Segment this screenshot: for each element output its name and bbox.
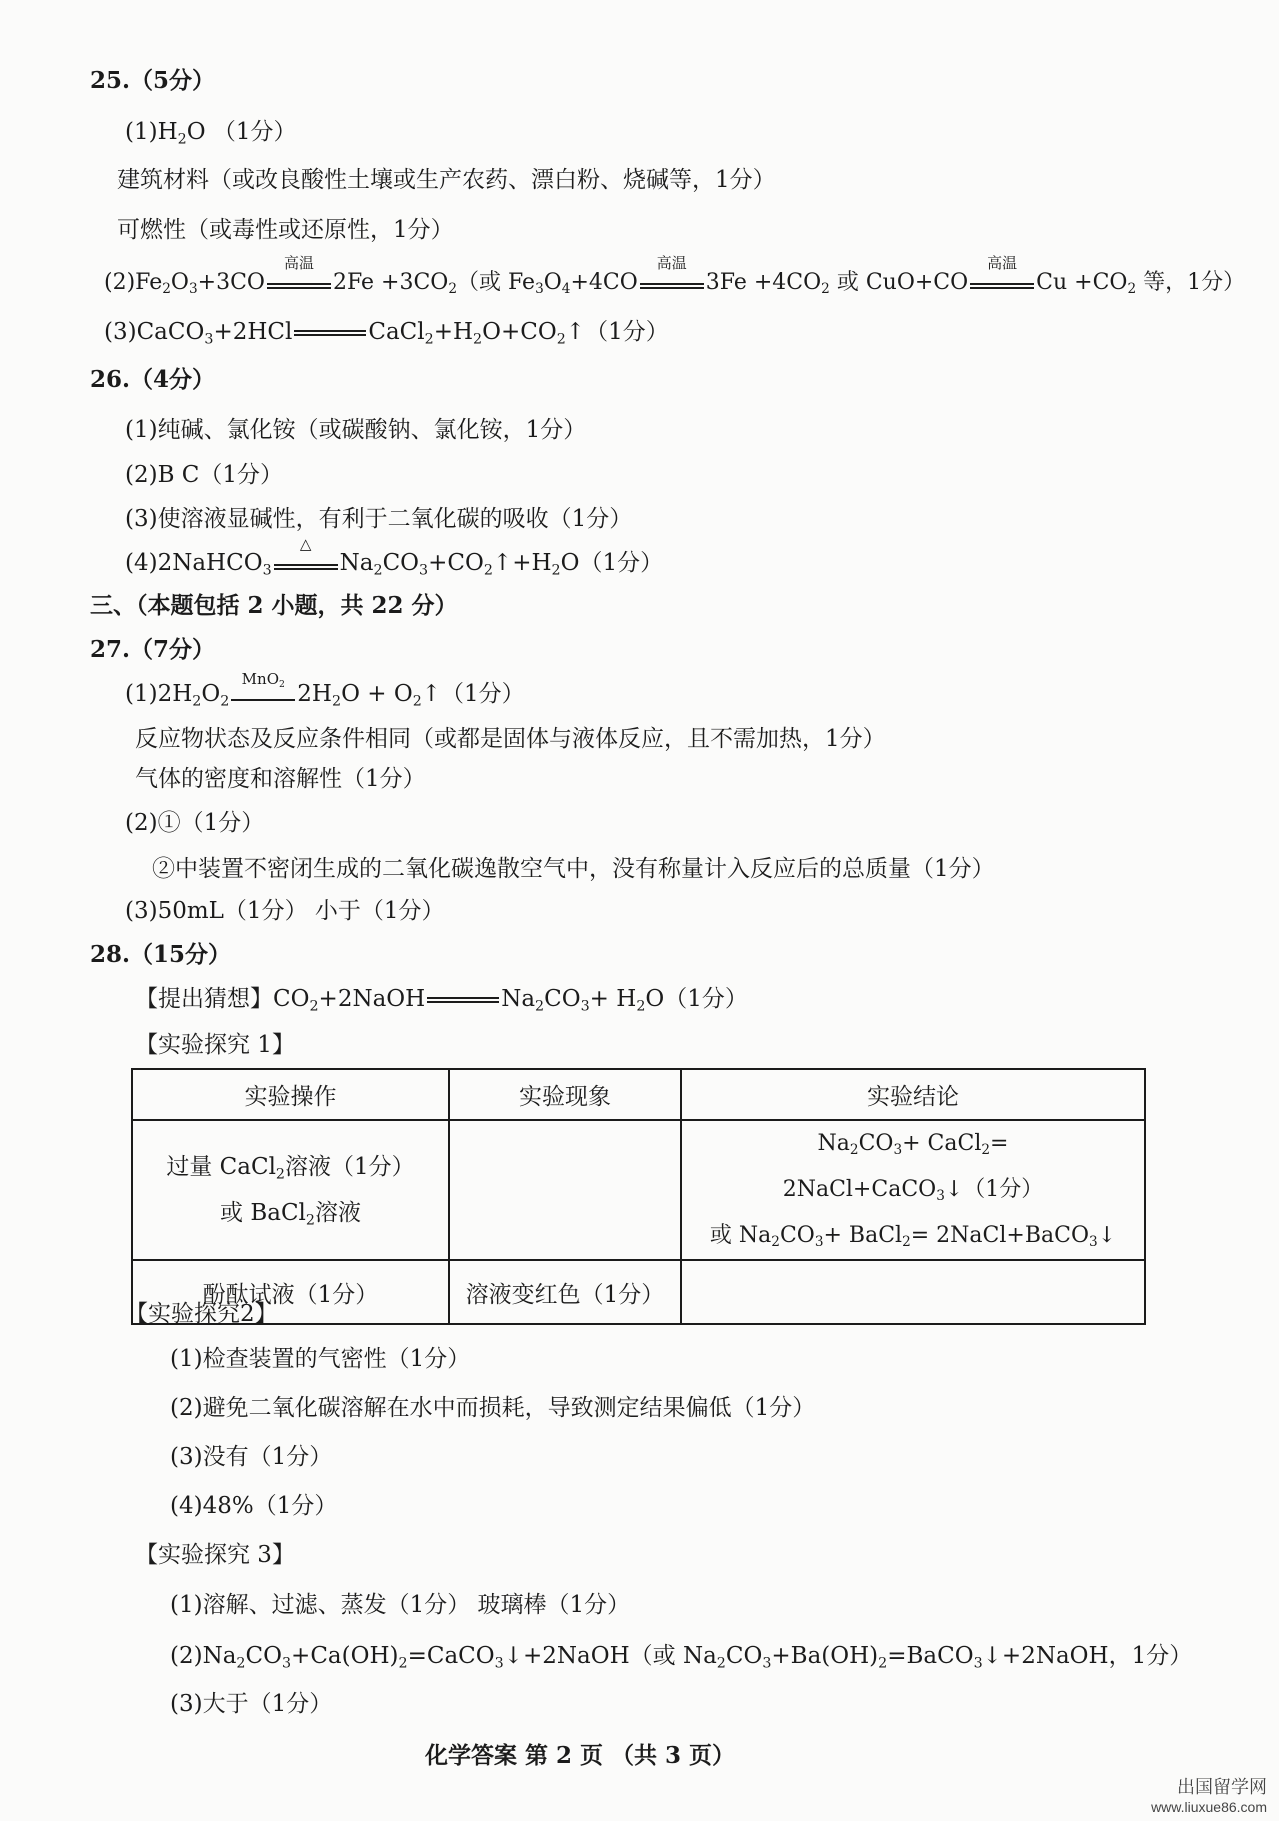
table-header-conclusion: 实验结论: [681, 1069, 1145, 1120]
reaction-condition-heat: △: [272, 554, 340, 570]
q25-line-5-equation: (3)CaCO$_3$+2HCl $CaCl_2+H_2O+CO_2↑(1$分）: [104, 319, 669, 348]
question-25-title: 25.（5分）: [90, 67, 216, 94]
watermark-title: 出国留学网: [1177, 1777, 1267, 1797]
exp2-line-2: (2)避免二氧化碳溶解在水中而损耗，导致测定结果偏低（1分）: [170, 1395, 816, 1421]
table-cell-phenomenon: [449, 1120, 681, 1260]
table-row: [132, 1120, 1145, 1260]
table-cell-conclusion: [681, 1260, 1145, 1324]
watermark-url: www.liuxue86.com: [1151, 1799, 1267, 1815]
equals-sign: [427, 997, 499, 1003]
q27-line-5: ②中装置不密闭生成的二氧化碳逸散空气中，没有称量计入反应后的总质量（1分）: [152, 856, 995, 882]
site-watermark: [1151, 1773, 1267, 1815]
q26-line-3: (3)使溶液显碱性，有利于二氧化碳的吸收（1分）: [125, 506, 633, 532]
q27-line-1-equation: $(1)2H_2O_2$ MnO$_2$ $2H_2O$ + $O_2↑(1$分）: [125, 670, 525, 710]
exp3-line-1: (1)溶解、过滤、蒸发（1分） 玻璃棒（1分）: [170, 1592, 631, 1618]
q26-line-2: (2)B C（1分）: [125, 462, 284, 488]
page-footer: 化学答案 第 2 页 （共 3 页）: [425, 1742, 736, 1769]
experiment-2-heading: 【实验探究2】: [125, 1301, 278, 1327]
experiment-1-table: [131, 1068, 1146, 1325]
q25-line-3: 可燃性（或毒性或还原性，1分）: [117, 217, 454, 243]
question-27-title: 27.（7分）: [90, 636, 216, 663]
q27-line-2: 反应物状态及反应条件相同（或都是固体与液体反应，且不需加热，1分）: [135, 726, 886, 752]
section-3-heading: 三、（本题包括 2 小题，共 22 分）: [90, 592, 458, 619]
exp2-line-3: (3)没有（1分）: [170, 1444, 333, 1470]
q26-line-4-equation: (4)2NaHCO$_3$ △ $Na_2CO_3+CO_2↑+H_2O(1$分）: [125, 535, 664, 579]
table-header-phenomenon: 实验现象: [449, 1069, 681, 1120]
exp3-line-3: (3)大于（1分）: [170, 1691, 333, 1717]
table-cell-operation: 过量 CaCl$_2$溶液（1分） 或 BaCl$_2$溶液: [132, 1120, 449, 1260]
q27-line-4: (2)①（1分）: [125, 810, 265, 836]
experiment-1-heading: 【实验探究 1】: [135, 1032, 295, 1058]
q25-line-2: 建筑材料（或改良酸性土壤或生产农药、漂白粉、烧碱等，1分）: [117, 167, 776, 193]
experiment-3-heading: 【实验探究 3】: [135, 1542, 295, 1568]
reaction-condition-catalyst: MnO$_2$: [229, 689, 297, 701]
reaction-condition-high-temp: 高温: [265, 273, 333, 289]
table-header-row: [132, 1069, 1145, 1120]
q26-line-1: (1)纯碱、氯化铵（或碳酸钠、氯化铵，1分）: [125, 417, 587, 443]
question-26-title: 26.（4分）: [90, 366, 216, 393]
q27-line-3: 气体的密度和溶解性（1分）: [135, 766, 426, 792]
table-cell-operation: 酚酞试液（1分）: [132, 1260, 449, 1324]
q25-line-1: $(1)H_2O$ （1分）: [125, 119, 297, 148]
exp3-line-2-equation: $(2)Na_2CO_3+Ca(OH)_2=CaCO_3↓+2NaOH$（或 $Na_2CO_3+Ba(OH)_2=BaCO_3↓+2NaOH$，1分）: [170, 1643, 1193, 1672]
table-header-operation: 实验操作: [132, 1069, 449, 1120]
table-cell-conclusion: $Na_2CO_3+$ CaCl$_2$= 2NaCl+CaCO$_3$↓（1分） 或 $Na_2CO_3+$ BaCl$_2$= 2NaCl+BaCO$_3$↓: [681, 1120, 1145, 1260]
exp2-line-1: (1)检查装置的气密性（1分）: [170, 1346, 471, 1372]
reaction-condition-high-temp: 高温: [968, 273, 1036, 289]
reaction-condition-high-temp: 高温: [638, 273, 706, 289]
table-row: [132, 1260, 1145, 1324]
q25-line-4-equation: $(2)Fe_2O_3+3CO$ 高温 $2Fe +3CO_2$（或 $Fe_3O_4+4CO$ 高温 $3Fe +4CO_2$ 或 CuO+CO 高温 $Cu +CO_2$ 等，1分）: [104, 254, 1246, 298]
question-28-title: 28.（15分）: [90, 941, 232, 968]
equals-sign: [294, 330, 366, 336]
q28-hypothesis-equation: 【提出猜想】$CO_2+2NaOH$ $Na_2CO_3+ H_2O(1$分）: [135, 986, 748, 1015]
exp2-line-4: (4)48%（1分）: [170, 1493, 338, 1519]
table-cell-phenomenon: 溶液变红色（1分）: [449, 1260, 681, 1324]
q27-line-6: (3)50mL（1分） 小于（1分）: [125, 898, 445, 924]
